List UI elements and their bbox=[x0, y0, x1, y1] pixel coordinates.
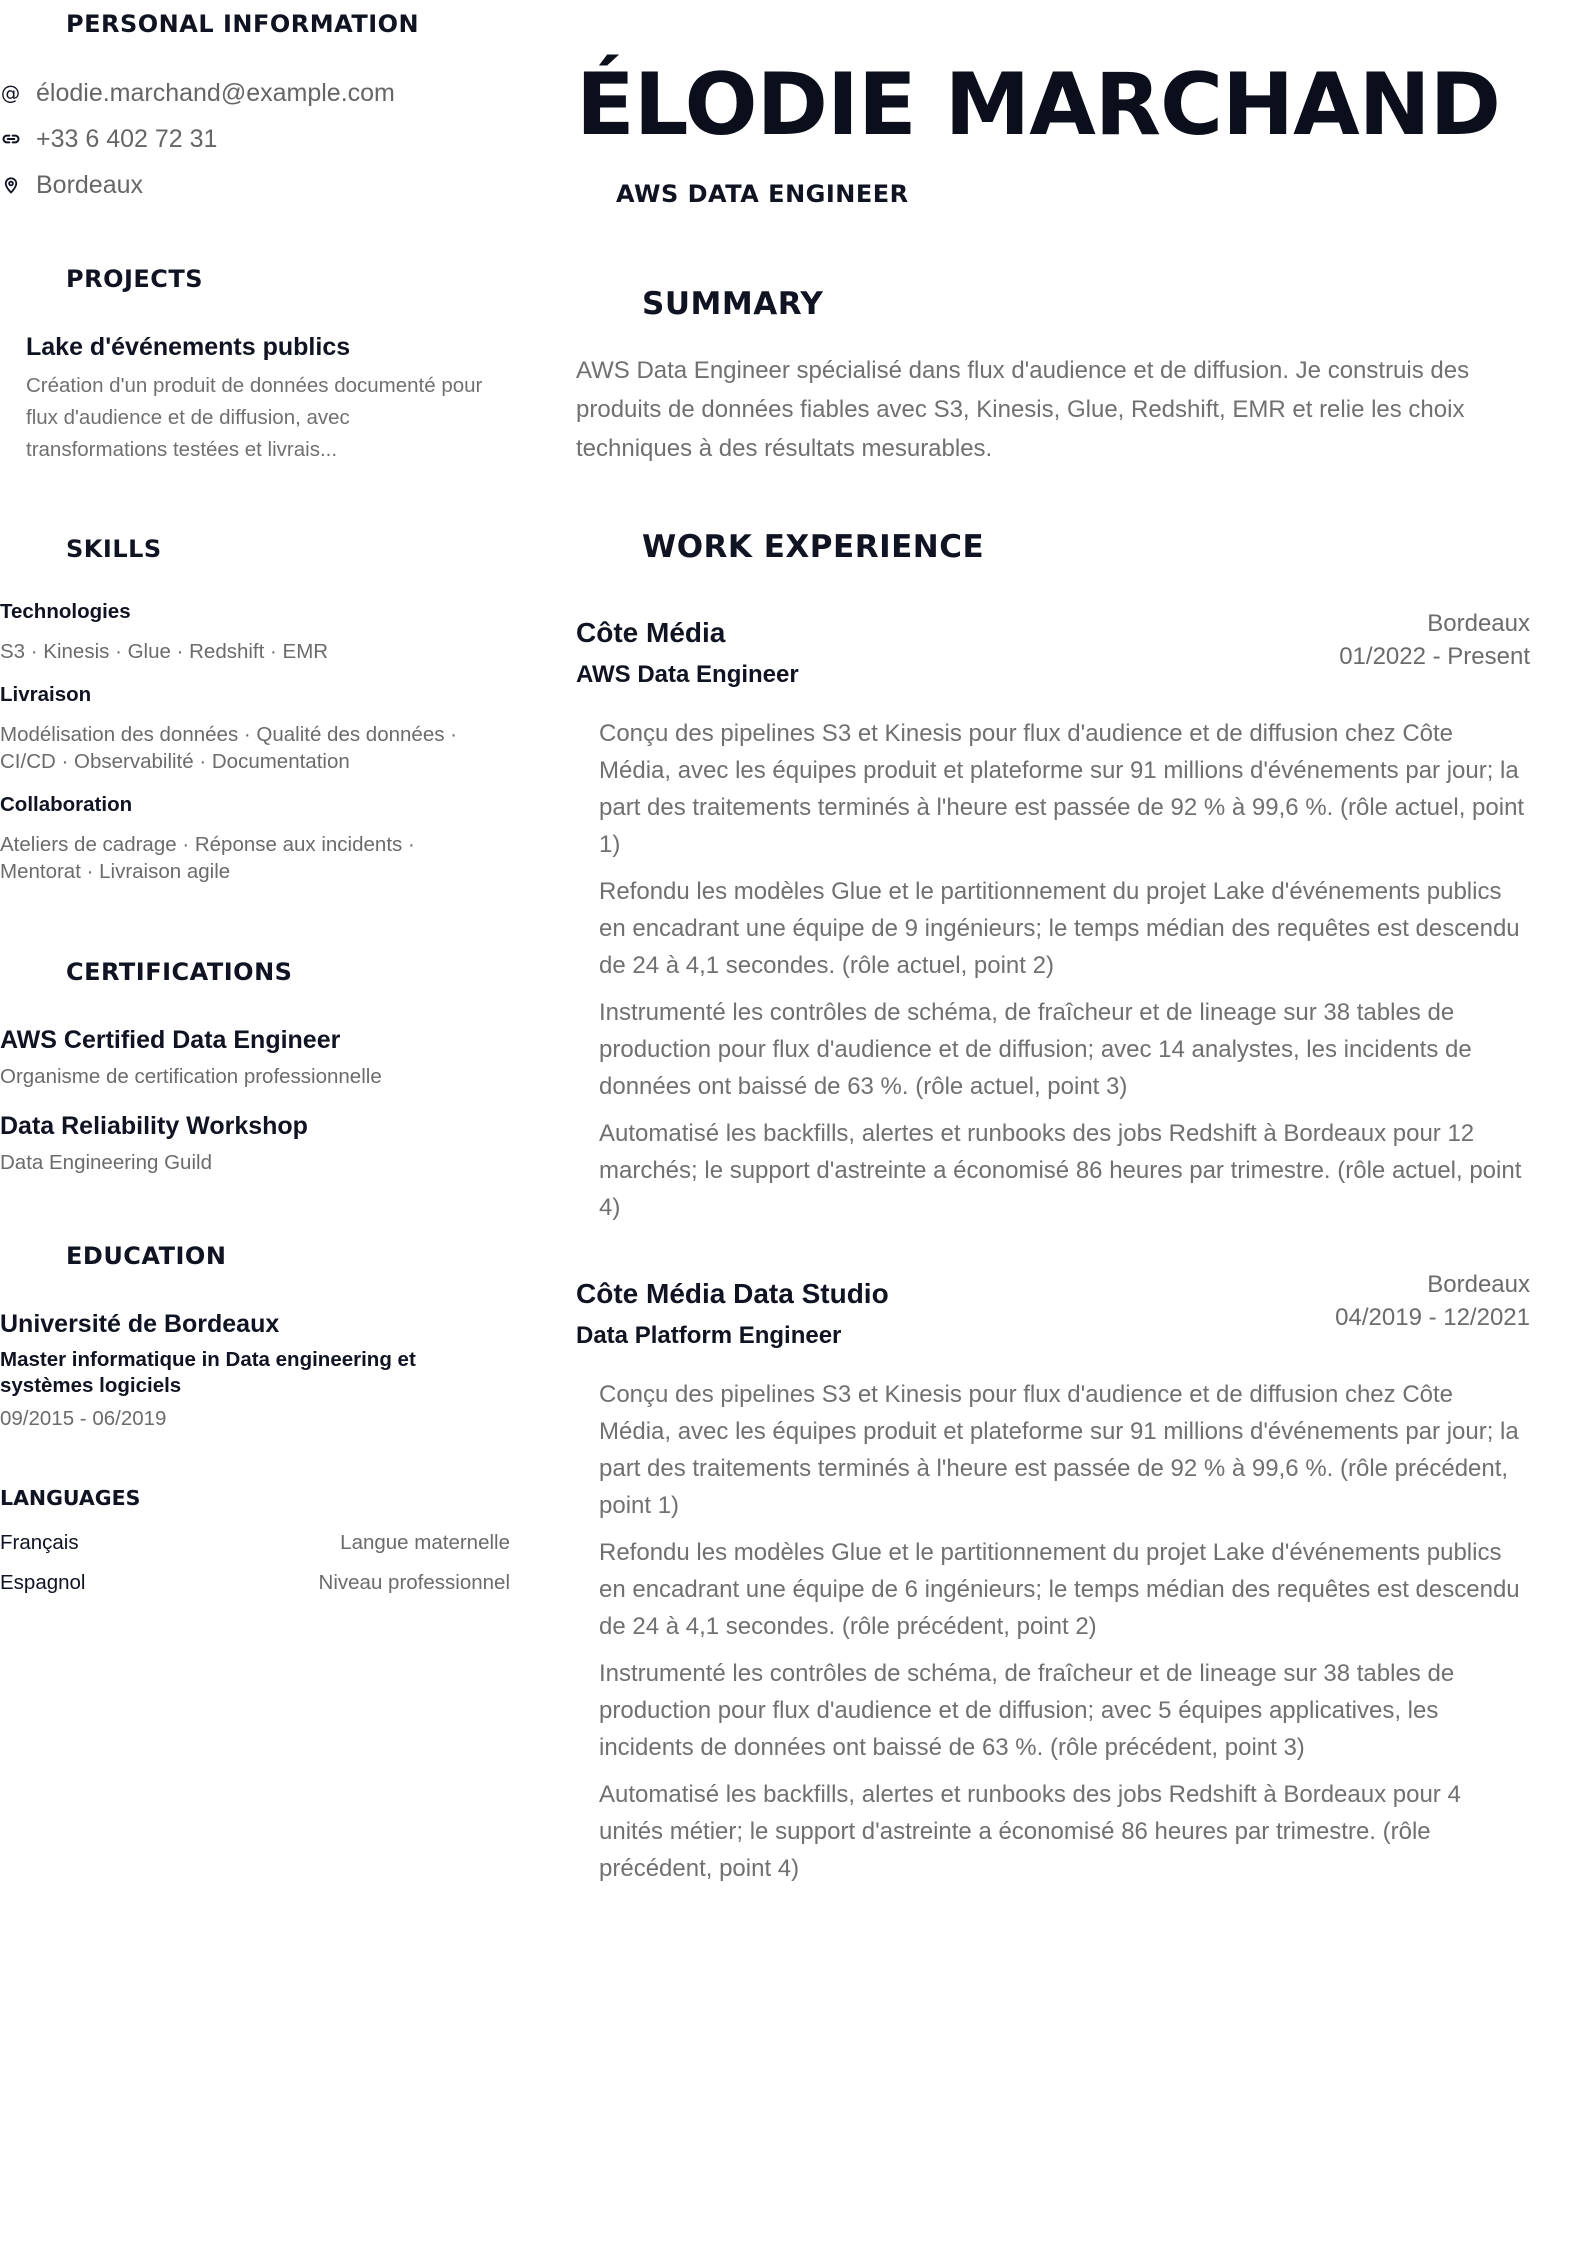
summary-text: AWS Data Engineer spécialisé dans flux d'audience et de diffusion. Je construis des produits de données fiables avec S3, Kinesis, Glue, Redshift, EMR et relie les choix techniques à des résultats mesurables. bbox=[576, 357, 1470, 462]
job-bullet: Conçu des pipelines S3 et Kinesis pour flux d'audience et de diffusion chez Côte Média, avec les équipes produit et plateforme sur 91 millions d'événements par jour; la part des traitements terminés à l'heure est passée de 92 % à 99,6 %. (rôle actuel, point 1) bbox=[599, 720, 1525, 858]
job-title: AWS DATA ENGINEER bbox=[616, 180, 909, 208]
at-icon bbox=[0, 82, 22, 104]
job-header bbox=[576, 1266, 1530, 1358]
certification-item bbox=[0, 1026, 520, 1089]
contact-phone[interactable]: +33 6 402 72 31 bbox=[36, 124, 218, 153]
skill-category-items: S3 · Kinesis · Glue · Redshift · EMR bbox=[0, 640, 329, 663]
education-dates: 09/2015 - 06/2019 bbox=[0, 1407, 167, 1430]
contact-location-row bbox=[0, 162, 560, 208]
job-location: Bordeaux bbox=[1427, 610, 1530, 637]
certification-issuer: Data Engineering Guild bbox=[0, 1151, 212, 1174]
certification-item bbox=[0, 1112, 520, 1175]
certifications-heading: CERTIFICATIONS bbox=[66, 958, 293, 986]
job-bullet: Automatisé les backfills, alertes et runbooks des jobs Redshift à Bordeaux pour 4 unités métier; le support d'astreinte a économisé 86 heures par trimestre. (rôle précédent, point 4) bbox=[599, 1781, 1461, 1882]
job-bullets bbox=[576, 1376, 1529, 1887]
job-location: Bordeaux bbox=[1427, 1271, 1530, 1298]
skill-category-name: Livraison bbox=[0, 683, 92, 706]
skill-group bbox=[0, 600, 490, 665]
job-dates: 04/2019 - 12/2021 bbox=[1335, 1304, 1530, 1331]
contact-email-row[interactable] bbox=[0, 70, 560, 116]
job-role: Data Platform Engineer bbox=[576, 1322, 842, 1349]
job-role: AWS Data Engineer bbox=[576, 661, 799, 688]
skill-category-items: Modélisation des données · Qualité des données · CI/CD · Observabilité · Documentation bbox=[0, 723, 457, 773]
svg-text:@: @ bbox=[0, 82, 21, 104]
education-degree: Master informatique in Data engineering et systèmes logiciels bbox=[0, 1348, 416, 1397]
language-name: Espagnol bbox=[0, 1571, 86, 1594]
contact-location: Bordeaux bbox=[36, 170, 144, 199]
education-item bbox=[0, 1310, 470, 1431]
languages-list bbox=[0, 1531, 510, 1595]
certification-issuer: Organisme de certification professionnelle bbox=[0, 1065, 382, 1088]
job-company: Côte Média Data Studio bbox=[576, 1278, 889, 1309]
job-meta bbox=[1335, 1268, 1530, 1334]
skill-category-name: Collaboration bbox=[0, 793, 133, 816]
job-bullet: Refondu les modèles Glue et le partitionnement du projet Lake d'événements publics en encadrant une équipe de 9 ingénieurs; le temps médian des requêtes est descendu de 24 à 4,1 secondes. (rôle actuel, point 2) bbox=[599, 878, 1520, 979]
language-level: Langue maternelle bbox=[340, 1531, 510, 1554]
language-name: Français bbox=[0, 1531, 79, 1554]
skills-list bbox=[0, 600, 490, 885]
job-entry bbox=[576, 1266, 1530, 1897]
contact-list bbox=[0, 70, 560, 208]
languages-heading: LANGUAGES bbox=[0, 1486, 141, 1510]
candidate-name: ÉLODIE MARCHAND bbox=[576, 55, 1501, 155]
job-bullet: Conçu des pipelines S3 et Kinesis pour flux d'audience et de diffusion chez Côte Média, avec les équipes produit et plateforme sur 91 millions d'événements par jour; la part des traitements terminés à l'heure est passée de 92 % à 99,6 %. (rôle précédent, point 1) bbox=[599, 1381, 1519, 1519]
certification-title: AWS Certified Data Engineer bbox=[0, 1026, 341, 1054]
job-company: Côte Média bbox=[576, 617, 726, 648]
location-pin-icon bbox=[0, 174, 22, 196]
projects-heading: PROJECTS bbox=[66, 265, 204, 293]
skill-category-name: Technologies bbox=[0, 600, 131, 623]
job-bullet: Refondu les modèles Glue et le partitionnement du projet Lake d'événements publics en encadrant une équipe de 6 ingénieurs; le temps médian des requêtes est descendu de 24 à 4,1 secondes. (rôle précédent, point 2) bbox=[599, 1539, 1520, 1640]
skills-heading: SKILLS bbox=[66, 535, 162, 563]
project-description: Création d'un produit de données documenté pour flux d'audience et de diffusion, avec transformations testées et livrais... bbox=[26, 374, 483, 461]
job-bullet: Instrumenté les contrôles de schéma, de fraîcheur et de lineage sur 38 tables de production pour flux d'audience et de diffusion; avec 14 analystes, les incidents de données ont baissé de 63 %. (rôle actuel, point 3) bbox=[599, 999, 1472, 1100]
education-school: Université de Bordeaux bbox=[0, 1310, 280, 1338]
summary-heading: SUMMARY bbox=[642, 286, 824, 322]
work-experience-heading: WORK EXPERIENCE bbox=[642, 529, 985, 565]
job-bullet: Instrumenté les contrôles de schéma, de fraîcheur et de lineage sur 38 tables de production pour flux d'audience et de diffusion; avec 5 équipes applicatives, les incidents de données ont baissé de 63 %. (rôle précédent, point 3) bbox=[599, 1660, 1455, 1761]
job-bullet: Automatisé les backfills, alertes et runbooks des jobs Redshift à Bordeaux pour 12 marchés; le support d'astreinte a économisé 86 heures par trimestre. (rôle actuel, point 4) bbox=[599, 1120, 1522, 1221]
education-heading: EDUCATION bbox=[66, 1242, 227, 1270]
job-meta bbox=[1339, 607, 1530, 673]
personal-info-heading: PERSONAL INFORMATION bbox=[66, 10, 420, 38]
contact-phone-row[interactable] bbox=[0, 116, 560, 162]
job-bullets bbox=[576, 715, 1529, 1226]
skill-category-items: Ateliers de cadrage · Réponse aux incidents · Mentorat · Livraison agile bbox=[0, 833, 415, 883]
project-title: Lake d'événements publics bbox=[26, 333, 351, 361]
language-row bbox=[0, 1531, 510, 1555]
skill-group bbox=[0, 683, 490, 775]
link-icon bbox=[0, 128, 22, 150]
skill-group bbox=[0, 793, 490, 885]
language-level: Niveau professionnel bbox=[318, 1571, 510, 1594]
contact-email[interactable]: élodie.marchand@example.com bbox=[36, 78, 395, 107]
language-row bbox=[0, 1571, 510, 1595]
job-header bbox=[576, 605, 1530, 697]
job-entry bbox=[576, 605, 1530, 1236]
certification-title: Data Reliability Workshop bbox=[0, 1112, 308, 1140]
job-dates: 01/2022 - Present bbox=[1339, 643, 1530, 670]
project-item bbox=[26, 333, 496, 466]
